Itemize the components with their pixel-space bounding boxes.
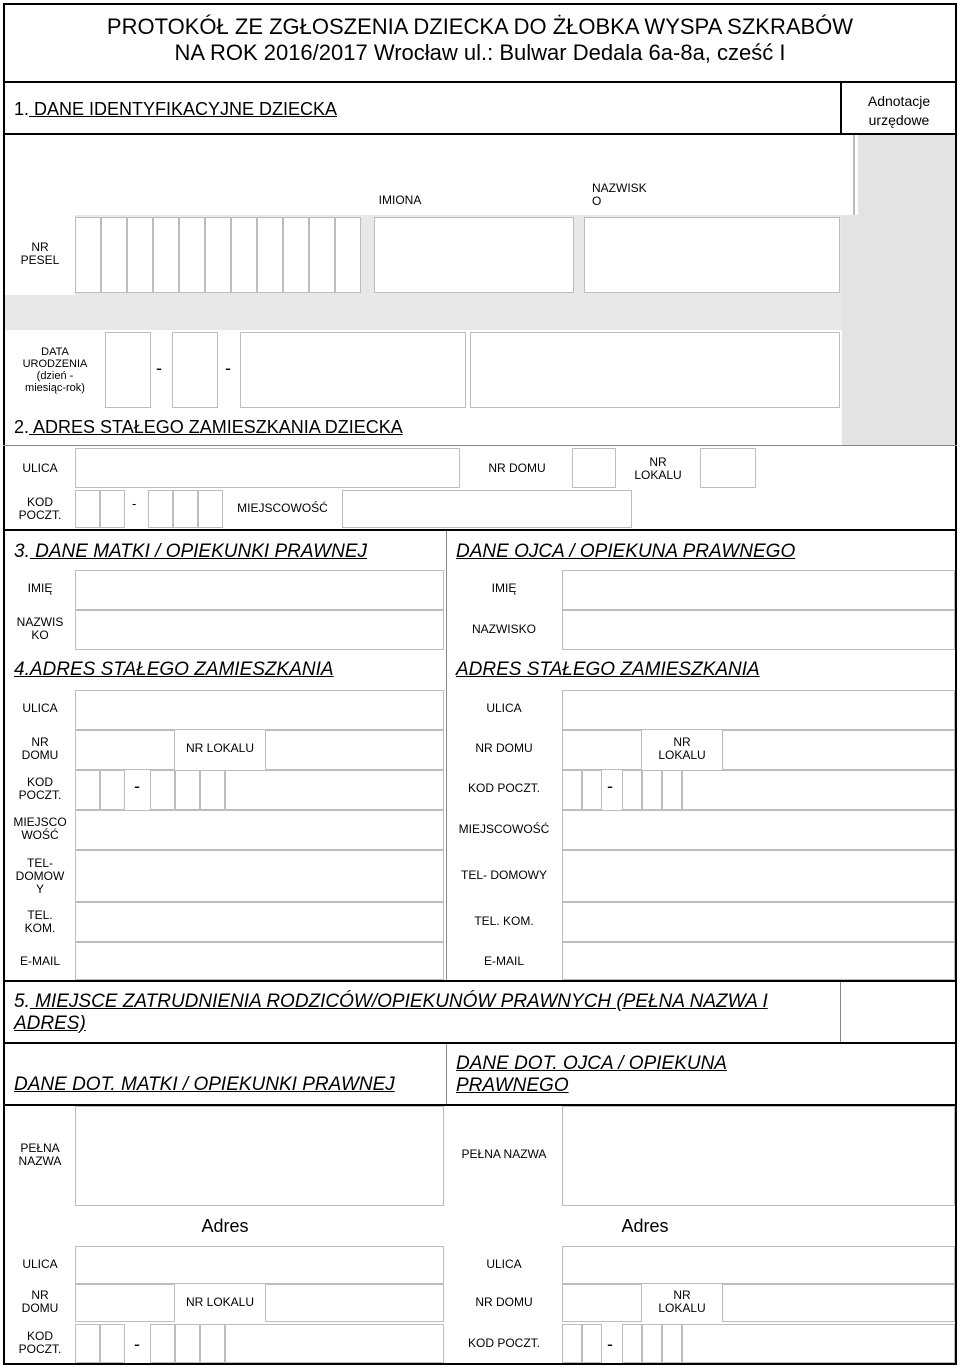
pesel-digit-10[interactable]	[309, 217, 335, 293]
label-line: POCZT.	[18, 508, 62, 522]
section-heading: ADRES)	[14, 1013, 86, 1034]
section-heading: DANE DOT. OJCA / OPIEKUNA	[456, 1053, 727, 1074]
father-employer-name-label: PEŁNA NAZWA	[461, 1147, 547, 1161]
father-mobile-field[interactable]	[562, 902, 955, 942]
father-employer-name-field[interactable]	[562, 1106, 955, 1206]
label-line: KOM.	[24, 921, 56, 935]
pesel-digit-2[interactable]	[101, 217, 127, 293]
mother-first-name-label: IMIĘ	[27, 581, 53, 595]
section-heading-line	[456, 1075, 727, 1097]
mother-employer-street-field[interactable]	[75, 1246, 444, 1284]
mother-city-label	[5, 816, 75, 842]
mother-employment-title	[14, 1074, 395, 1096]
father-postal-rest[interactable]	[682, 770, 955, 810]
label-line: DOMU	[21, 1301, 59, 1315]
mother-house-number-label	[5, 736, 75, 762]
mother-address-heading: Adres	[201, 1216, 249, 1236]
label-line: PEŁNA	[20, 1141, 60, 1155]
label-line: NR	[31, 1288, 49, 1302]
divider	[446, 1044, 447, 1104]
mother-postal-2[interactable]	[100, 770, 125, 810]
mother-employer-postal-5[interactable]	[200, 1324, 225, 1363]
pesel-digit-8[interactable]	[257, 217, 283, 293]
pesel-digit-5[interactable]	[179, 217, 205, 293]
mother-employer-name-field[interactable]	[75, 1106, 444, 1206]
father-employer-postal-2[interactable]	[582, 1324, 602, 1363]
section-heading-line	[456, 1053, 727, 1075]
section-heading: DANE DOT. MATKI / OPIEKUNKI PRAWNEJ	[14, 1074, 395, 1095]
father-employer-postal-4[interactable]	[642, 1324, 662, 1363]
label-line: TEL.	[27, 908, 53, 922]
section-heading: DANE MATKI / OPIEKUNKI PRAWNEJ	[29, 541, 367, 562]
father-employer-postal-rest[interactable]	[682, 1324, 955, 1363]
label-line: (dzień -	[36, 370, 74, 382]
section-4-mother-title	[14, 659, 334, 681]
father-employer-apartment-field[interactable]	[722, 1284, 955, 1322]
mother-employer-street-label: ULICA	[22, 1257, 58, 1271]
postal-code-label	[5, 496, 75, 522]
section-heading: 4.ADRES STAŁEGO ZAMIESZKANIA	[14, 659, 334, 680]
mother-postal-4[interactable]	[175, 770, 200, 810]
father-postal-5[interactable]	[662, 770, 682, 810]
father-email-field[interactable]	[562, 942, 955, 980]
mother-postal-rest[interactable]	[225, 770, 444, 810]
label-line: POCZT.	[18, 788, 62, 802]
father-postal-label: KOD POCZT.	[467, 781, 540, 795]
postal-code-1[interactable]	[75, 490, 100, 528]
mother-home-phone-label	[5, 857, 75, 896]
house-number-label: NR DOMU	[488, 461, 546, 475]
mother-employer-postal-1[interactable]	[75, 1324, 100, 1363]
mother-home-phone-field[interactable]	[75, 850, 444, 902]
divider	[446, 651, 447, 981]
father-surname-field[interactable]	[562, 610, 955, 650]
label-line: DOMU	[21, 748, 59, 762]
pesel-label	[5, 241, 75, 267]
label-line: miesiąc-rok)	[25, 382, 85, 394]
mother-postal-label	[5, 776, 75, 802]
mother-surname-label	[5, 616, 75, 642]
postal-code-5[interactable]	[198, 490, 223, 528]
father-street-label: ULICA	[486, 701, 522, 715]
pesel-digit-11[interactable]	[335, 217, 361, 293]
father-employer-house-field[interactable]	[562, 1284, 642, 1322]
mother-employer-apartment-field[interactable]	[265, 1284, 444, 1322]
mother-house-number-field[interactable]	[75, 730, 175, 770]
pesel-digit-9[interactable]	[283, 217, 309, 293]
mother-postal-1[interactable]	[75, 770, 100, 810]
mother-employer-postal-2[interactable]	[100, 1324, 125, 1363]
divider	[3, 980, 957, 982]
father-mobile-label: TEL. KOM.	[474, 914, 534, 928]
label-line: NAZWISK	[592, 181, 647, 195]
pesel-digit-7[interactable]	[231, 217, 257, 293]
label-line: KOD	[26, 775, 53, 789]
postal-dash: -	[134, 776, 140, 796]
dob-month-field[interactable]	[172, 332, 218, 408]
dob-extra-field[interactable]	[470, 332, 840, 408]
dob-row	[5, 295, 842, 330]
section-5-title	[14, 991, 834, 1035]
label-line: WOŚĆ	[21, 828, 59, 842]
label-line: POCZT.	[18, 1342, 62, 1356]
mother-employer-name-label	[5, 1142, 75, 1168]
father-address-heading: Adres	[621, 1216, 669, 1236]
section-number: 5.	[14, 991, 30, 1012]
title-line-1: PROTOKÓŁ ZE ZGŁOSZENIA DZIECKA DO ŻŁOBKA WYSPA SZKRABÓW	[106, 14, 854, 39]
label-line: DATA	[41, 346, 69, 358]
father-employment-title	[456, 1053, 727, 1097]
mother-postal-3[interactable]	[150, 770, 175, 810]
divider	[3, 445, 957, 446]
father-email-label: E-MAIL	[483, 954, 524, 968]
section-3-mother-title	[14, 541, 367, 563]
section-heading: MIEJSCE ZATRUDNIENIA RODZICÓW/OPIEKUNÓW PRAWNYCH (PEŁNA NAZWA I	[29, 991, 768, 1012]
father-postal-2[interactable]	[582, 770, 602, 810]
postal-dash: -	[132, 496, 137, 511]
mother-employer-postal-3[interactable]	[150, 1324, 175, 1363]
section-number: 2.	[14, 417, 30, 437]
section-2-title	[14, 417, 403, 438]
street-label: ULICA	[22, 461, 58, 475]
mother-street-label: ULICA	[22, 701, 58, 715]
label-line: NR	[31, 240, 49, 254]
dob-label	[5, 346, 105, 394]
street-field[interactable]	[75, 448, 460, 488]
father-city-label: MIEJSCOWOŚĆ	[458, 822, 550, 836]
label-line: O	[592, 194, 602, 208]
label-line: NR	[673, 1288, 691, 1302]
label-line: NAZWIS	[16, 615, 64, 629]
postal-dash: -	[607, 1334, 613, 1354]
mother-employer-house-field[interactable]	[75, 1284, 175, 1322]
notes-line: Adnotacje	[867, 93, 931, 109]
official-notes-label	[842, 92, 956, 130]
label-line: LOKALU	[658, 1301, 706, 1315]
father-house-number-label: NR DOMU	[475, 741, 533, 755]
city-field[interactable]	[342, 490, 632, 528]
pesel-digit-1[interactable]	[75, 217, 101, 293]
father-postal-4[interactable]	[642, 770, 662, 810]
surname-label	[580, 182, 672, 208]
father-apartment-label	[642, 736, 722, 762]
father-employer-postal-3[interactable]	[622, 1324, 642, 1363]
label-line: KOD	[26, 1329, 53, 1343]
pesel-digit-4[interactable]	[153, 217, 179, 293]
section-heading: DANE OJCA / OPIEKUNA PRAWNEGO	[456, 541, 796, 562]
pesel-digit-3[interactable]	[127, 217, 153, 293]
father-home-phone-field[interactable]	[562, 850, 955, 902]
mother-employer-apartment-label: NR LOKALU	[185, 1295, 255, 1309]
father-employer-postal-1[interactable]	[562, 1324, 582, 1363]
father-employer-street-field[interactable]	[562, 1246, 955, 1284]
postal-code-4[interactable]	[173, 490, 198, 528]
official-notes-column	[842, 215, 955, 445]
section-3-father-title	[456, 541, 795, 563]
label-line: KO	[31, 628, 49, 642]
mother-mobile-label	[5, 909, 75, 935]
mother-employer-postal-rest[interactable]	[225, 1324, 444, 1363]
mother-city-field[interactable]	[75, 810, 444, 850]
mother-employer-house-label	[5, 1289, 75, 1315]
form-title	[5, 14, 955, 66]
city-label: MIEJSCOWOŚĆ	[237, 501, 328, 515]
mother-surname-field[interactable]	[75, 610, 444, 650]
apartment-number-label	[618, 456, 698, 482]
label-line: NR	[673, 735, 691, 749]
dob-year-field[interactable]	[240, 332, 466, 408]
mother-street-field[interactable]	[75, 690, 444, 730]
label-line: LOKALU	[658, 748, 706, 762]
father-first-name-field[interactable]	[562, 570, 955, 610]
father-surname-label: NAZWISKO	[471, 622, 536, 636]
label-line: TEL-	[26, 856, 53, 870]
postal-code-2[interactable]	[100, 490, 125, 528]
label-line: NAZWA	[18, 1154, 62, 1168]
dob-dash: -	[225, 358, 231, 378]
section-heading-line	[14, 1013, 834, 1035]
section-heading: PRAWNEGO	[456, 1075, 569, 1096]
mother-postal-5[interactable]	[200, 770, 225, 810]
apartment-number-field[interactable]	[700, 448, 756, 488]
father-employer-street-label: ULICA	[486, 1257, 522, 1271]
divider	[446, 531, 447, 651]
postal-dash: -	[134, 1334, 140, 1354]
postal-code-3[interactable]	[148, 490, 173, 528]
dob-day-field[interactable]	[105, 332, 151, 408]
mother-email-label: E-MAIL	[19, 954, 60, 968]
first-names-label: IMIONA	[378, 193, 422, 207]
mother-apartment-field[interactable]	[265, 730, 444, 770]
section-number: 1.	[14, 99, 30, 119]
section-heading: DANE IDENTYFIKACYJNE DZIECKA	[29, 99, 338, 119]
divider	[3, 529, 957, 531]
postal-dash: -	[607, 776, 613, 796]
section-1-title	[14, 99, 337, 120]
father-home-phone-label: TEL- DOMOWY	[461, 868, 547, 882]
father-city-field[interactable]	[562, 810, 955, 850]
father-house-number-field[interactable]	[562, 730, 642, 770]
divider	[840, 982, 841, 1042]
father-postal-1[interactable]	[562, 770, 582, 810]
title-line-2: NA ROK 2016/2017 Wrocław ul.: Bulwar Dedala 6a-8a, cześć I	[174, 40, 786, 65]
label-line: KOD	[26, 495, 53, 509]
section-heading: ADRES STAŁEGO ZAMIESZKANIA	[456, 659, 760, 680]
house-number-field[interactable]	[572, 448, 616, 488]
pesel-digit-6[interactable]	[205, 217, 231, 293]
mother-mobile-field[interactable]	[75, 902, 444, 942]
first-names-field[interactable]	[374, 217, 574, 293]
section-number: 3.	[14, 541, 30, 562]
mother-apartment-label: NR LOKALU	[185, 741, 255, 755]
father-employer-postal-label: KOD POCZT.	[467, 1336, 540, 1350]
mother-employer-postal-4[interactable]	[175, 1324, 200, 1363]
father-employer-house-label: NR DOMU	[475, 1295, 533, 1309]
notes-line: urzędowe	[868, 112, 930, 128]
divider	[3, 81, 957, 83]
label-line: LOKALU	[634, 468, 682, 482]
label-line: NR	[31, 735, 49, 749]
section-heading-line	[14, 991, 834, 1013]
father-first-name-label: IMIĘ	[491, 581, 517, 595]
label-line: MIEJSCO	[13, 815, 67, 829]
label-line: NR	[649, 455, 667, 469]
section-4-father-title	[456, 659, 760, 681]
section-heading: ADRES STAŁEGO ZAMIESZKANIA DZIECKA	[29, 417, 403, 437]
father-street-field[interactable]	[562, 690, 955, 730]
father-employer-apartment-label	[642, 1289, 722, 1315]
label-line: URODZENIA	[22, 358, 88, 370]
father-employer-postal-5[interactable]	[662, 1324, 682, 1363]
label-line: Y	[35, 882, 44, 896]
mother-email-field[interactable]	[75, 942, 444, 980]
label-line: DOMOW	[15, 869, 65, 883]
label-line: PESEL	[20, 253, 60, 267]
mother-employer-postal-label	[5, 1330, 75, 1356]
father-postal-3[interactable]	[622, 770, 642, 810]
mother-first-name-field[interactable]	[75, 570, 444, 610]
father-apartment-field[interactable]	[722, 730, 955, 770]
dob-dash: -	[156, 358, 162, 378]
surname-field[interactable]	[584, 217, 840, 293]
divider	[3, 1042, 957, 1044]
